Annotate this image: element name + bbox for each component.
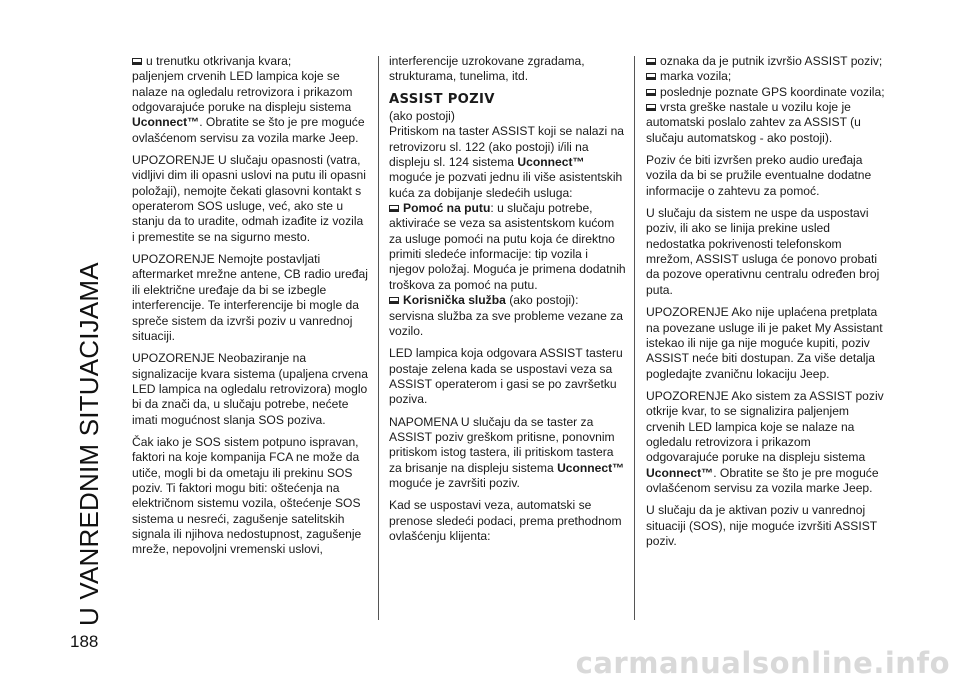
column-divider (378, 56, 379, 620)
paragraph: Kad se uspostavi veza, automatski se prenose sledeći podaci, prema prethodnom ovlašćenju klijenta: (389, 498, 622, 543)
bullet-icon (389, 205, 399, 212)
paragraph: LED lampica koja odgovara ASSIST tasteru postaje zelena kada se uspostavi veza sa ASSIST operaterom i gasi se po završetku poziva. (389, 346, 623, 407)
bullet-item: vrsta greške nastale u vozilu koje je automatski poslalo zahtev za ASSIST (u slučaju automatskog - ako postoji). (646, 100, 861, 145)
chapter-title: U VANREDNIM SITUACIJAMA (74, 262, 104, 626)
paragraph: interferencije uzrokovane zgradama, strukturama, tunelima, itd. (389, 54, 585, 84)
warning-paragraph: UPOZORENJE Ako nije uplaćena pretplata na povezane usluge ili je paket My Assistant istekao ili nije ga nije moguće kupiti, poziv ASSIST neće biti dostupan. Za više detalja pogledajte zvaničnu lokaciju Jeep. (646, 305, 883, 381)
bullet-icon (646, 104, 656, 111)
column-1 (132, 54, 369, 565)
paragraph: Poziv će biti izvršen preko audio uređaja vozila da bi se pružile eventualne dodatne informacije o zahtevu za pomoć. (646, 153, 872, 198)
warning-paragraph: UPOZORENJE U slučaju opasnosti (vatra, vidljivi dim ili opasni uslovi na putu ili opasni položaji), nemojte čekati glasovni kontakt s operaterom SOS usluge, već, ako ste u stanju da to uradite, odmah izađite iz vozila i premestite se na sigurno mesto. (132, 153, 366, 244)
bullet-icon (646, 73, 656, 80)
paragraph: paljenjem crvenih LED lampica koje se nalaze na ogledalu retrovizora i prikazom odgovarajuće poruke na displeju sistema Uconnect™. Obratite se što je pre moguće ovlašćenom servisu za vozila marke Jeep. (132, 69, 365, 145)
bullet-item: poslednje poznate GPS koordinate vozila; (646, 85, 886, 100)
bullet-icon (646, 58, 656, 65)
bullet-item: marka vozila; (646, 69, 886, 84)
bullet-icon (132, 58, 142, 65)
watermark: carmanualsonline.info (575, 646, 950, 680)
bullet-item: u trenutku otkrivanja kvara; (132, 54, 369, 69)
column-divider (634, 56, 635, 620)
paragraph: Čak iako je SOS sistem potpuno ispravan, faktori na koje kompanija FCA ne može da utiče, mogli bi da ometaju ili prekinu SOS poziv. Ti faktori mogu biti: oštećenja na električnom sistemu vozila, oštećenje SOS sistema u nesreći, zagušenje satelitskih signala ili njihova nedostupnost, zagušenje mreže, nepovoljni vremenski uslovi, (132, 434, 362, 557)
section-heading: ASSIST POZIV (389, 91, 495, 107)
note-paragraph: NAPOMENA U slučaju da se taster za ASSIST poziv greškom pritisne, ponovnim pritiskom istog tastera, ili pritiskom tastera za brisanje na displeju sistema Uconnect™ moguće je završiti poziv. (389, 414, 625, 490)
page-number: 188 (70, 632, 99, 651)
bullet-icon (646, 89, 656, 96)
bullet-item: oznaka da je putnik izvršio ASSIST poziv; (646, 54, 886, 69)
warning-paragraph: UPOZORENJE Ako sistem za ASSIST poziv otkrije kvar, to se signalizira paljenjem crvenih LED lampica koje se nalaze na ogledalu retrovizora i prikazom odgovarajuće poruke na displeju sistema Uconnect™. Obratite se što je pre moguće ovlašćenom servisu za vozila marke Jeep. (646, 388, 884, 495)
paragraph: Pritiskom na taster ASSIST koji se nalazi na retrovizoru sl. 122 (ako postoji) i/ili na displeju sl. 124 sistema Uconnect™ moguće je pozvati jednu ili više asistentskih kuća za dobijanje sledećih usluga: (389, 124, 625, 200)
paragraph: U slučaju da sistem ne uspe da uspostavi poziv, ili ako se linija prekine usled nedostatka pokrivenosti telefonskom mrežom, ASSIST usluga će ponovo probati da pozove operativnu centralu određen broj puta. (646, 206, 880, 297)
column-2 (389, 54, 626, 551)
paragraph: U slučaju da je aktivan poziv u vanrednoj situaciji (SOS), nije moguće izvršiti ASSIST poziv. (646, 503, 877, 548)
warning-paragraph: UPOZORENJE Neobaziranje na signalizacije kvara sistema (upaljena crvena LED lampica na ogledalu retrovizora) moglo bi da znači da, u slučaju potrebe, nećete imati mogućnost slanja SOS poziva. (132, 351, 368, 427)
bullet-item: Korisnička služba (ako postoji): servisna služba za sve probleme vezane za vozilo. (389, 293, 623, 338)
warning-paragraph: UPOZORENJE Nemojte postavljati aftermarket mrežne antene, CB radio uređaj ili električne uređaje da bi se izbegle interferencije. Te interferencije bi mogle da spreče sistem da izvrši poziv u vanrednoj situaciji. (132, 252, 368, 343)
bullet-icon (389, 297, 399, 304)
section-subtitle: (ako postoji) (389, 109, 455, 124)
brand-name: Uconnect™ (132, 115, 200, 130)
column-3 (646, 54, 886, 556)
bullet-item: Pomoć na putu: u slučaju potrebe, aktiviraće se veza sa asistentskom kućom za usluge pomoći na putu koja će direktno primiti sledeće informacije: tip vozila i njegov položaj. Moguća je primena dodatnih troškova za pomoć na putu. (389, 201, 626, 292)
